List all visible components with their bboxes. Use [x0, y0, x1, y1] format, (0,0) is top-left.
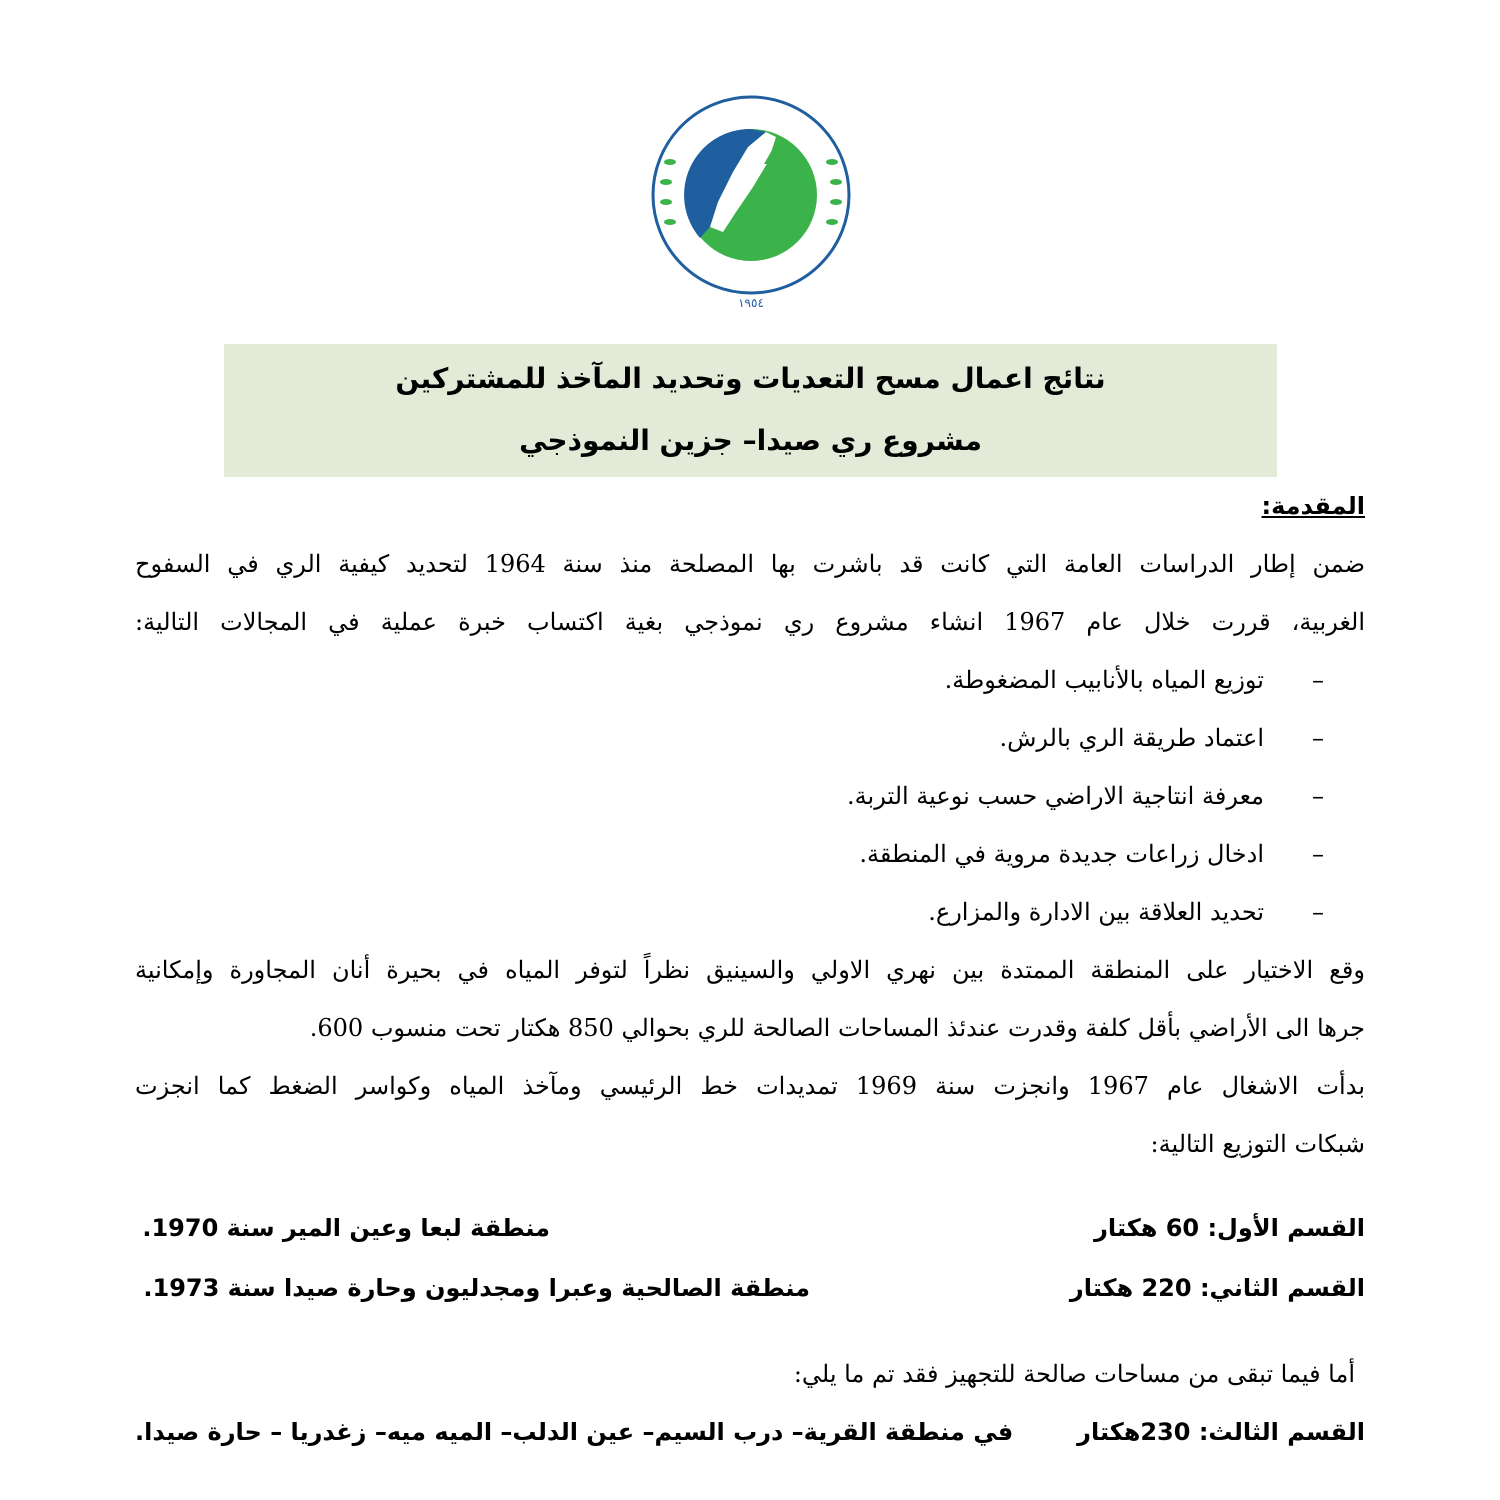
litani-authority-emblem	[648, 92, 854, 312]
list-item	[999, 724, 1324, 752]
paragraph-line: ضمن إطار الدراسات العامة التي كانت قد باشرت بها المصلحة منذ سنة 1964 لتحديد كيفية الري في السفوح	[135, 550, 1365, 578]
bullet-dash: –	[1312, 898, 1324, 926]
paragraph-line: الغربية، قررت خلال عام 1967 انشاء مشروع ري نموذجي بغية اكتساب خبرة عملية في المجالات التالية:	[135, 608, 1366, 636]
list-item-text: توزيع المياه بالأنابيب المضغوطة.	[944, 666, 1264, 694]
bullet-dash: –	[1312, 840, 1324, 868]
remaining-intro: أما فيما تبقى من مساحات صالحة للتجهيز فقد تم ما يلي:	[793, 1360, 1355, 1388]
paragraph-line: جرها الى الأراضي بأقل كلفة وقدرت عندئذ المساحات الصالحة للري بحوالي 850 هكتار تحت منسوب 600.	[309, 1014, 1365, 1042]
paragraph-line: وقع الاختيار على المنطقة الممتدة بين نهري الاولي والسينيق نظراً لتوفر المياه في بحيرة أنان المجاورة وإمكانية	[135, 956, 1365, 984]
bullet-dash: –	[1312, 724, 1324, 752]
list-item-text: ادخال زراعات جديدة مروية في المنطقة.	[859, 840, 1264, 868]
section-area: في منطقة القرية– درب السيم– عين الدلب– الميه ميه– زغدريا – حارة صيدا.	[135, 1418, 1014, 1446]
list-item	[928, 898, 1324, 926]
logo-founded-text: ١٩٥٤	[738, 296, 764, 310]
title-box	[224, 344, 1277, 477]
intro-heading: المقدمة:	[1261, 492, 1365, 520]
list-item	[847, 782, 1324, 810]
list-item-text: معرفة انتاجية الاراضي حسب نوعية التربة.	[847, 782, 1264, 810]
section-row	[135, 1418, 1365, 1458]
list-item-text: تحديد العلاقة بين الادارة والمزارع.	[928, 898, 1264, 926]
section-label: القسم الأول: 60 هكتار	[1094, 1214, 1365, 1242]
bullet-dash: –	[1312, 782, 1324, 810]
section-area: منطقة لبعا وعين المير سنة 1970.	[142, 1214, 550, 1242]
section-area: منطقة الصالحية وعبرا ومجدليون وحارة صيدا سنة 1973.	[143, 1274, 810, 1302]
intro-heading-row	[135, 492, 1365, 520]
paragraph-line: شبكات التوزيع التالية:	[1150, 1130, 1365, 1158]
list-item	[944, 666, 1324, 694]
section-row	[135, 1214, 1365, 1254]
logo	[648, 92, 854, 312]
section-label: القسم الثالث: 230هكتار	[1077, 1418, 1365, 1446]
project-title: مشروع ري صيدا– جزين النموذجي	[519, 424, 982, 457]
list-item	[859, 840, 1324, 868]
list-item-text: اعتماد طريقة الري بالرش.	[999, 724, 1264, 752]
section-label: القسم الثاني: 220 هكتار	[1069, 1274, 1365, 1302]
bullet-dash: –	[1312, 666, 1324, 694]
document-title: نتائج اعمال مسح التعديات وتحديد المآخذ للمشتركين	[395, 362, 1106, 395]
section-row	[135, 1274, 1365, 1314]
paragraph-line: بدأت الاشغال عام 1967 وانجزت سنة 1969 تمديدات خط الرئيسي ومآخذ المياه وكواسر الضغط كما انجزت	[135, 1072, 1366, 1100]
